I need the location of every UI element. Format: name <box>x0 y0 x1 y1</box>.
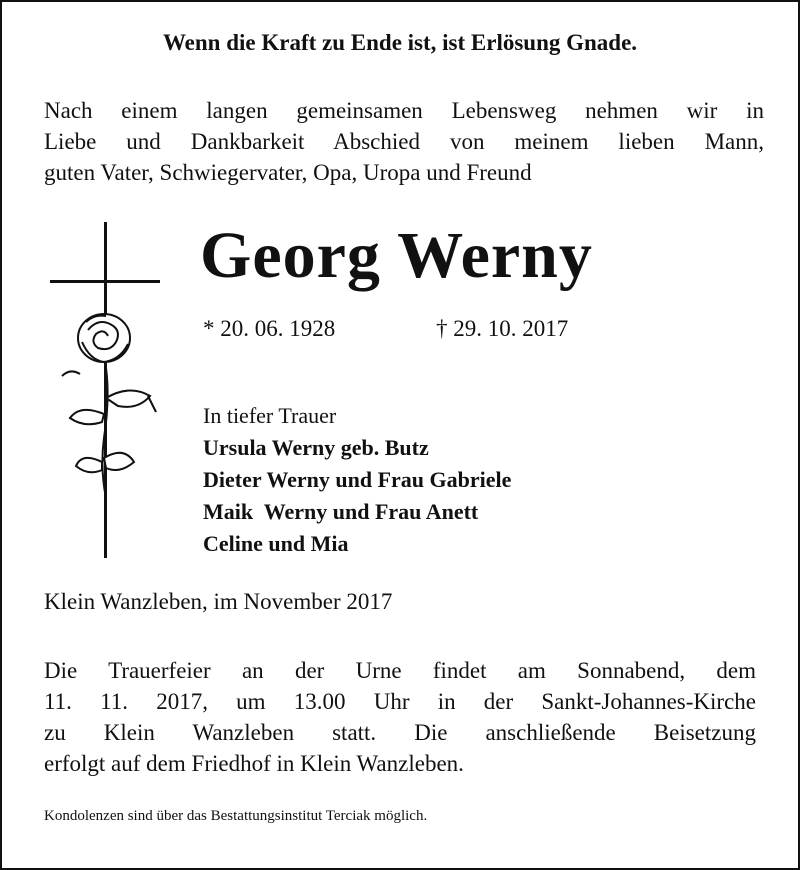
mourners-block <box>203 400 511 560</box>
motto: Wenn die Kraft zu Ende ist, ist Erlösung Gnade. <box>162 30 638 55</box>
intro-line: Nach einem langen gemeinsamen Lebensweg nehmen wir in <box>44 98 764 123</box>
death-date: † 29. 10. 2017 <box>436 316 569 341</box>
intro-text <box>44 95 764 188</box>
birth-date: * 20. 06. 1928 <box>203 316 336 341</box>
ceremony-line: Die Trauerfeier an der Urne findet am Sonnabend, dem <box>44 658 756 683</box>
mourner-name: Dieter Werny und Frau Gabriele <box>203 467 512 492</box>
condolence-note: Kondolenzen sind über das Bestattungsinstitut Terciak möglich. <box>44 808 428 824</box>
mourner-name: Maik Werny und Frau Anett <box>203 499 479 524</box>
mourning-label: In tiefer Trauer <box>203 403 337 428</box>
deceased-name: Georg Werny <box>200 219 593 292</box>
ceremony-text <box>44 655 756 779</box>
intro-line: guten Vater, Schwiegervater, Opa, Uropa und Freund <box>44 160 532 185</box>
mourner-name: Ursula Werny geb. Butz <box>203 435 429 460</box>
cross-with-rose-icon <box>40 218 170 563</box>
ceremony-line: erfolgt auf dem Friedhof in Klein Wanzleben. <box>44 751 464 776</box>
mourner-name: Celine und Mia <box>203 531 349 556</box>
intro-line: Liebe und Dankbarkeit Abschied von meinem lieben Mann, <box>44 129 764 154</box>
ceremony-line: 11. 11. 2017, um 13.00 Uhr in der Sankt-Johannes-Kirche <box>44 689 756 714</box>
place-date: Klein Wanzleben, im November 2017 <box>44 589 393 614</box>
ceremony-line: zu Klein Wanzleben statt. Die anschließende Beisetzung <box>44 720 756 745</box>
